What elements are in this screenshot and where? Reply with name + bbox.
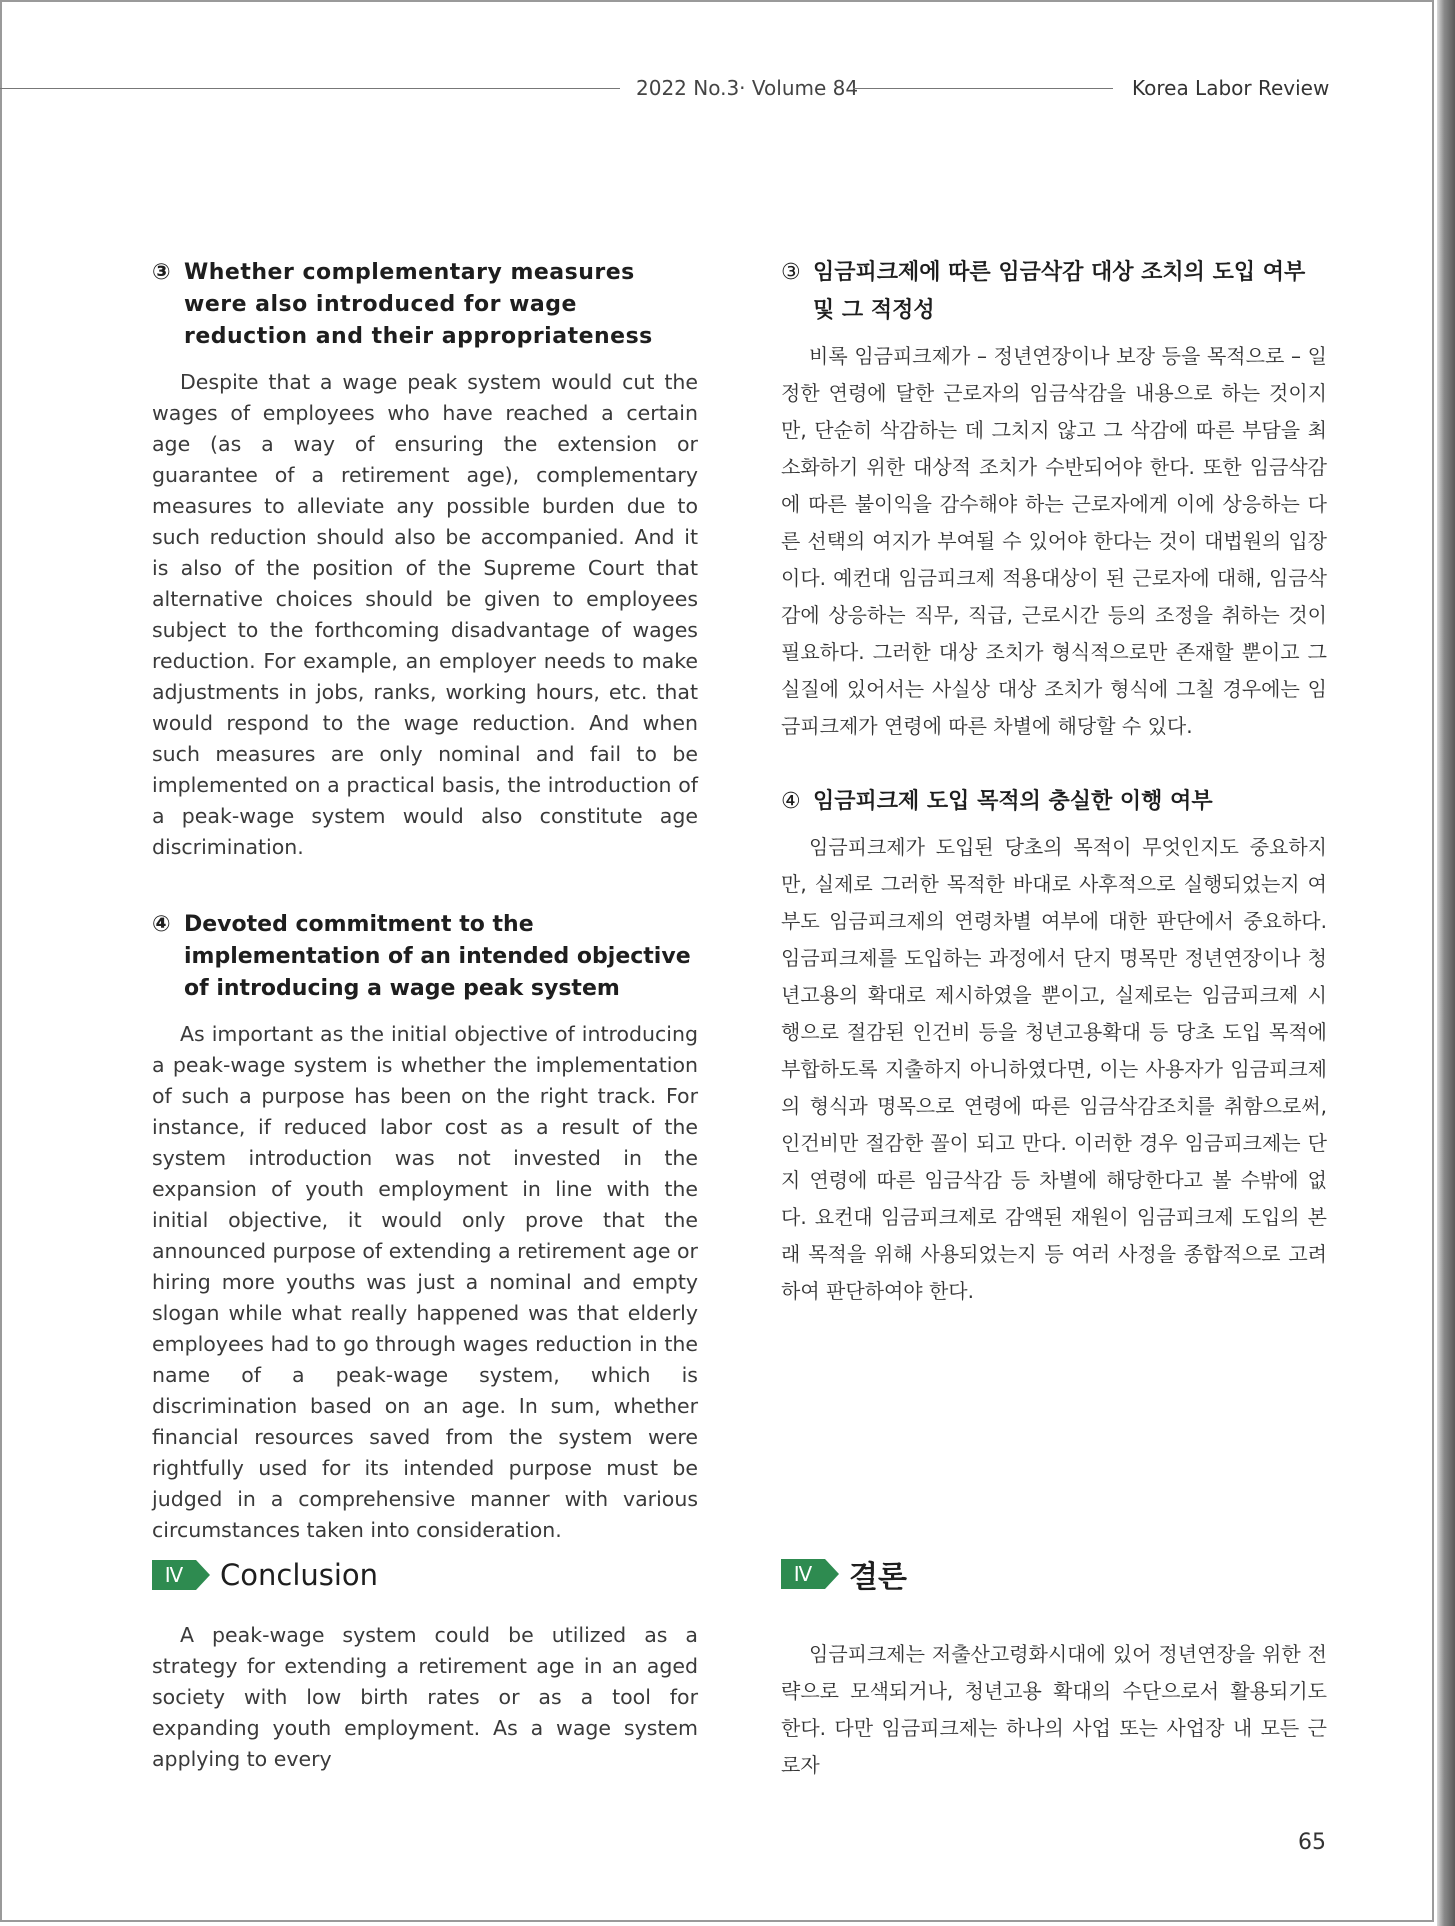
header-rule-right <box>853 88 1113 89</box>
english-column <box>152 257 698 1546</box>
ko-section-heading <box>781 1557 907 1595</box>
en-paragraph-3: Despite that a wage peak system would cut the wages of employees who have reached a certain age (as a way of ensuring the extension or guarantee of a retirement age), complementary measures to alleviate any possible burden due to such reduction should also be accompanied. And it is also of the position of the Supreme Court that alternative choices should be given to employees subject to the forthcoming disadvantage of wages reduction. For example, an employer needs to make adjustments in jobs, ranks, working hours, etc. that would respond to the wage reduction. And when such measures are only nominal and fail to be implemented on a practical basis, the introduction of a peak-wage system would also constitute age discrimination. <box>152 370 698 859</box>
en-subheading-3-number: ③ <box>152 260 172 285</box>
en-section-badge: Ⅳ <box>152 1560 196 1590</box>
ko-section-title: 결론 <box>849 1560 907 1595</box>
en-section-title: Conclusion <box>220 1558 379 1592</box>
page-edge-shadow <box>1437 0 1455 1926</box>
ko-subheading-3 <box>781 254 1327 330</box>
en-subheading-4-number: ④ <box>152 912 171 937</box>
en-section-heading <box>152 1558 378 1592</box>
ko-subheading-4-title: 임금피크제 도입 목적의 충실한 이행 여부 <box>813 789 1213 814</box>
issue-label: 2022 No.3· Volume 84 <box>636 76 859 100</box>
journal-title: Korea Labor Review <box>1132 76 1330 100</box>
en-conclusion-paragraph: A peak-wage system could be utilized as a strategy for extending a retirement age in an aged society with low birth rates or as a tool for expanding youth employment. As a wage system applying to every <box>152 1623 698 1771</box>
ko-subheading-3-title: 임금피크제에 따른 임금삭감 대상 조치의 도입 여부 및 그 적정성 <box>813 260 1306 323</box>
en-subheading-3-title: Whether complementary measures were also introduced for wage reduction and their appropriateness <box>184 260 653 349</box>
ko-subheading-4 <box>781 783 1327 821</box>
ko-paragraph-3: 비록 임금피크제가 – 정년연장이나 보장 등을 목적으로 – 일정한 연령에 달한 근로자의 임금삭감을 내용으로 하는 것이지만, 단순히 삭감하는 데 그치지 않고 그 삭감에 따른 부담을 최소화하기 위한 대상적 조치가 수반되어야 한다. 또한 임금삭감에 따른 불이익을 감수해야 하는 근로자에게 이에 상응하는 다른 선택의 여지가 부여될 수 있어야 한다는 것이 대법원의 입장이다. 예컨대 임금피크제 적용대상이 된 근로자에 대해, 임금삭감에 상응하는 직무, 직급, 근로시간 등의 조정을 취하는 것이 필요하다. 그러한 대상 조치가 형식적으로만 존재할 뿐이고 그 실질에 있어서는 사실상 대상 조치가 형식에 그칠 경우에는 임금피크제가 연령에 따른 차별에 해당할 수 있다. <box>781 344 1327 738</box>
ko-conclusion-column <box>781 1636 1327 1784</box>
en-subheading-4-title: Devoted commitment to the implementation of an intended objective of introducing a wage peak system <box>184 912 691 1001</box>
running-header <box>0 76 1330 106</box>
en-subheading-4 <box>152 909 698 1005</box>
ko-paragraph-4: 임금피크제가 도입된 당초의 목적이 무엇인지도 중요하지만, 실제로 그러한 목적한 바대로 사후적으로 실행되었는지 여부도 임금피크제의 연령차별 여부에 대한 판단에서 중요하다. 임금피크제를 도입하는 과정에서 단지 명목만 정년연장이나 청년고용의 확대로 제시하였을 뿐이고, 실제로는 임금피크제 시행으로 절감된 인건비 등을 청년고용확대 등 당초 도입 목적에 부합하도록 지출하지 아니하였다면, 이는 사용자가 임금피크제의 형식과 명목으로 연령에 따른 임금삭감조치를 취함으로써, 인건비만 절감한 꼴이 되고 만다. 이러한 경우 임금피크제는 단지 연령에 따른 임금삭감 등 차별에 해당한다고 볼 수밖에 없다. 요컨대 임금피크제로 감액된 재원이 임금피크제 도입의 본래 목적을 위해 사용되었는지 등 여러 사정을 종합적으로 고려하여 판단하여야 한다. <box>781 835 1327 1303</box>
en-paragraph-4: As important as the initial objective of introducing a peak-wage system is whether the implementation of such a purpose has been on the right track. For instance, if reduced labor cost as a result of the system introduction was not invested in the expansion of youth employment in line with the initial objective, it would only prove that the announced purpose of extending a retirement age or hiring more youths was just a nominal and empty slogan while what really happened was that elderly employees had to go through wages reduction in the name of a peak-wage system, which is discrimination based on an age. In sum, whether financial resources saved from the system were rightfully used for its intended purpose must be judged in a comprehensive manner with various circumstances taken into consideration. <box>152 1022 698 1542</box>
ko-subheading-4-number: ④ <box>781 789 801 814</box>
en-subheading-3 <box>152 257 698 353</box>
korean-column <box>781 254 1327 1310</box>
ko-conclusion-paragraph: 임금피크제는 저출산고령화시대에 있어 정년연장을 위한 전략으로 모색되거나, 청년고용 확대의 수단으로서 활용되기도 한다. 다만 임금피크제는 하나의 사업 또는 사업장 내 모든 근로자 <box>781 1642 1327 1777</box>
en-conclusion-column <box>152 1620 698 1775</box>
header-rule-left <box>0 88 620 89</box>
page-number: 65 <box>1298 1830 1326 1855</box>
ko-section-badge: Ⅳ <box>781 1559 825 1589</box>
ko-subheading-3-number: ③ <box>781 260 801 285</box>
